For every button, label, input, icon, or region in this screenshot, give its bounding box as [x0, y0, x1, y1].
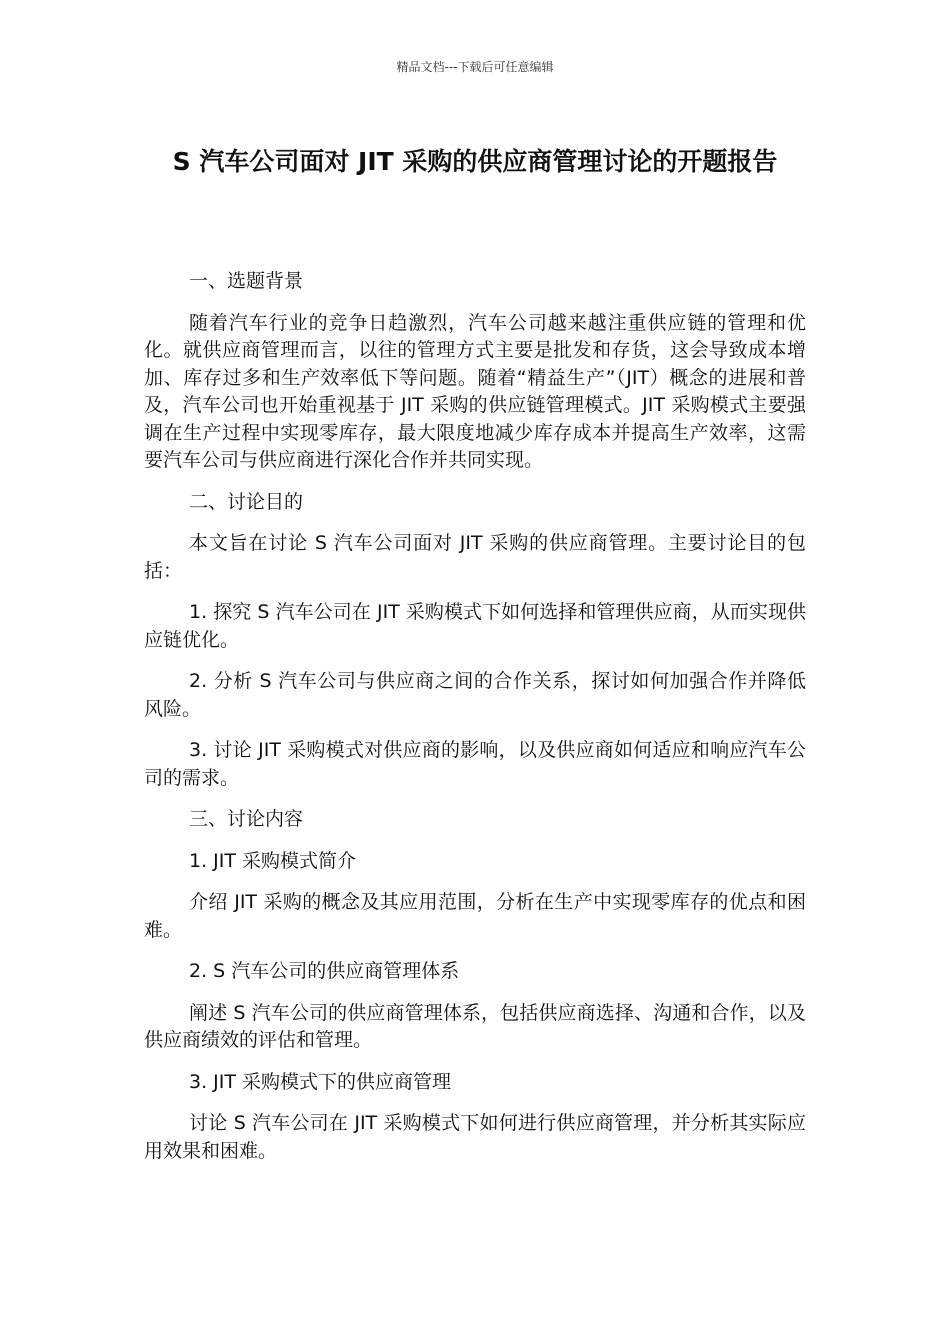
- content-text-1: 介绍 JIT 采购的概念及其应用范围，分析在生产中实现零库存的优点和困难。: [144, 891, 806, 941]
- document-title: S 汽车公司面对 JIT 采购的供应商管理讨论的开题报告: [172, 147, 778, 176]
- content-subheading-3: 3. JIT 采购模式下的供应商管理: [189, 1070, 452, 1093]
- content-subheading-2: 2. S 汽车公司的供应商管理体系: [189, 960, 460, 982]
- section-heading-content: 三、讨论内容: [189, 808, 304, 830]
- section-heading-purpose: 二、讨论目的: [189, 490, 304, 513]
- purpose-item-2: 2. 分析 S 汽车公司与供应商之间的合作关系，探讨如何加强合作并降低风险。: [144, 670, 806, 720]
- content-text-2: 阐述 S 汽车公司的供应商管理体系，包括供应商选择、沟通和合作，以及供应商绩效的评估和管理。: [144, 1001, 806, 1051]
- background-paragraph: 随着汽车行业的竞争日趋激烈，汽车公司越来越注重供应链的管理和优化。就供应商管理而言，以往的管理方式主要是批发和存货，这会导致成本增加、库存过多和生产效率低下等问题。随着“精益生产”（JIT）概念的进展和普及，汽车公司也开始重视基于 JIT 采购的供应链管理模式。JIT 采购模式主要强调在生产过程中实现零库存，最大限度地减少库存成本并提高生产效率，这需要汽车公司与供应商进行深化合作并共同实现。: [144, 311, 806, 471]
- document-body: [144, 268, 806, 1165]
- purpose-item-1: 1. 探究 S 汽车公司在 JIT 采购模式下如何选择和管理供应商，从而实现供应链优化。: [144, 601, 806, 651]
- content-subheading-1: 1. JIT 采购模式简介: [189, 849, 357, 872]
- content-text-3: 讨论 S 汽车公司在 JIT 采购模式下如何进行供应商管理，并分析其实际应用效果和困难。: [144, 1112, 806, 1162]
- header-note: 精品文档---下载后可任意编辑: [396, 60, 554, 74]
- purpose-item-3: 3. 讨论 JIT 采购模式对供应商的影响，以及供应商如何适应和响应汽车公司的需求。: [144, 739, 806, 789]
- purpose-intro-paragraph: 本文旨在讨论 S 汽车公司面对 JIT 采购的供应商管理。主要讨论目的包括：: [144, 532, 806, 582]
- section-heading-background: 一、选题背景: [189, 270, 304, 292]
